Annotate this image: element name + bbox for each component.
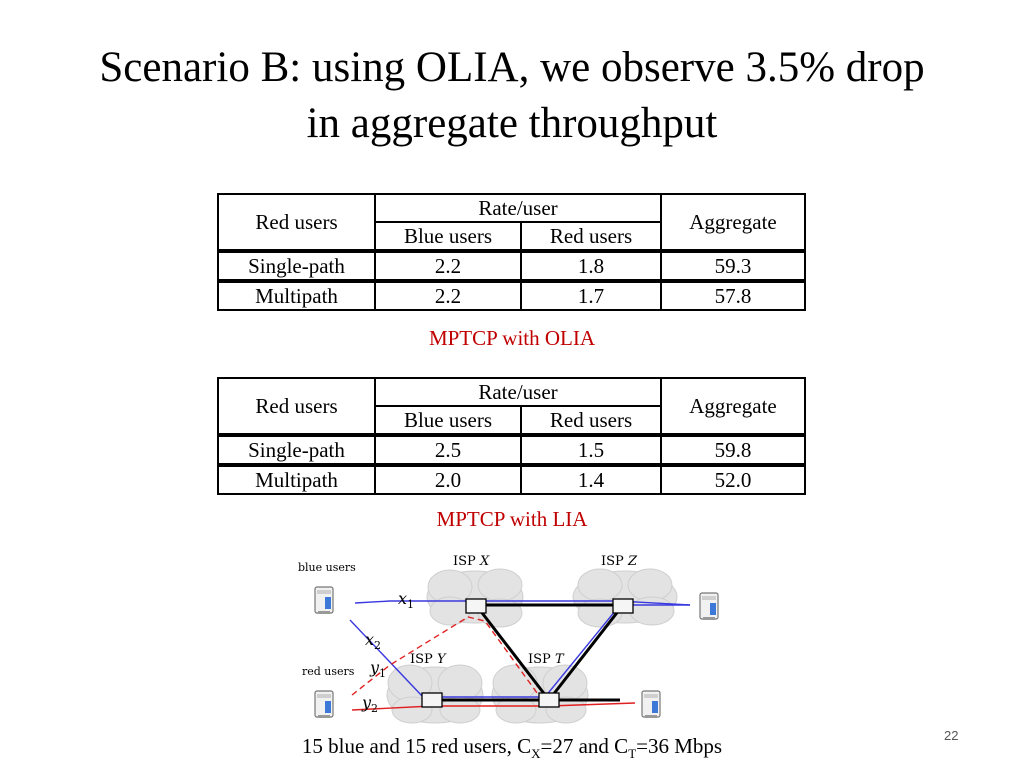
red-host-icon: [315, 691, 333, 718]
sub-header-blue: Blue users: [375, 406, 521, 435]
page-number: 22: [944, 728, 959, 743]
cell-aggregate: 59.3: [661, 251, 805, 281]
row-label: Multipath: [218, 281, 375, 310]
footer-note: [0, 734, 1024, 762]
footer-text-2: =27 and C: [540, 734, 629, 758]
isp-t-label: ISP T: [528, 652, 564, 667]
group-header: Rate/user: [375, 194, 661, 222]
row-label: Single-path: [218, 251, 375, 281]
y1-label: $y_1$: [370, 658, 387, 680]
cell-aggregate: 52.0: [661, 465, 805, 494]
table-row: [218, 251, 805, 281]
y2-label: $y_2$: [362, 693, 379, 715]
table-row: [218, 435, 805, 465]
cell-red: 1.7: [521, 281, 661, 310]
blue-host-icon: [315, 587, 333, 614]
sub-header-red: Red users: [521, 406, 661, 435]
title-line-2: in aggregate throughput: [306, 100, 718, 147]
footer-text-1: 15 blue and 15 red users, C: [301, 734, 532, 758]
footer-sub-t: T: [628, 746, 637, 762]
cell-blue: 2.0: [375, 465, 521, 494]
blue-users-label: blue users: [298, 561, 356, 574]
olia-results-table: [217, 193, 806, 311]
cell-blue: 2.2: [375, 281, 521, 310]
row-label: Single-path: [218, 435, 375, 465]
cloud-isp-x: [427, 569, 523, 627]
sub-header-red: Red users: [521, 222, 661, 251]
olia-caption: MPTCP with OLIA: [428, 326, 596, 350]
isp-x-label: ISP X: [453, 554, 490, 569]
lia-results-table: [217, 377, 806, 495]
aggregate-header: Aggregate: [661, 194, 805, 251]
slide-title: [40, 40, 984, 152]
lia-caption: MPTCP with LIA: [436, 507, 588, 531]
corner-header: Red users: [218, 378, 375, 435]
server-right-bottom-icon: [642, 691, 660, 718]
cell-red: 1.5: [521, 435, 661, 465]
cell-blue: 2.2: [375, 251, 521, 281]
aggregate-header: Aggregate: [661, 378, 805, 435]
server-right-top-icon: [700, 593, 718, 620]
cell-blue: 2.5: [375, 435, 521, 465]
cell-red: 1.8: [521, 251, 661, 281]
cloud-isp-z: [573, 569, 677, 627]
sub-header-blue: Blue users: [375, 222, 521, 251]
x1-label: $x_1$: [398, 589, 415, 611]
isp-z-label: ISP Z: [601, 554, 637, 569]
x2-label: $x_2$: [365, 630, 382, 652]
isp-y-label: ISP Y: [410, 652, 446, 667]
table-row: [218, 465, 805, 494]
red-users-label: red users: [302, 665, 355, 678]
footer-sub-x: X: [531, 746, 541, 762]
corner-header: Red users: [218, 194, 375, 251]
table-row: [218, 281, 805, 310]
footer-text-3: =36 Mbps: [636, 734, 723, 758]
row-label: Multipath: [218, 465, 375, 494]
network-topology-diagram: [290, 545, 740, 725]
title-line-1: Scenario B: using OLIA, we observe 3.5% drop: [99, 44, 925, 91]
cell-aggregate: 57.8: [661, 281, 805, 310]
cell-red: 1.4: [521, 465, 661, 494]
cell-aggregate: 59.8: [661, 435, 805, 465]
group-header: Rate/user: [375, 378, 661, 406]
